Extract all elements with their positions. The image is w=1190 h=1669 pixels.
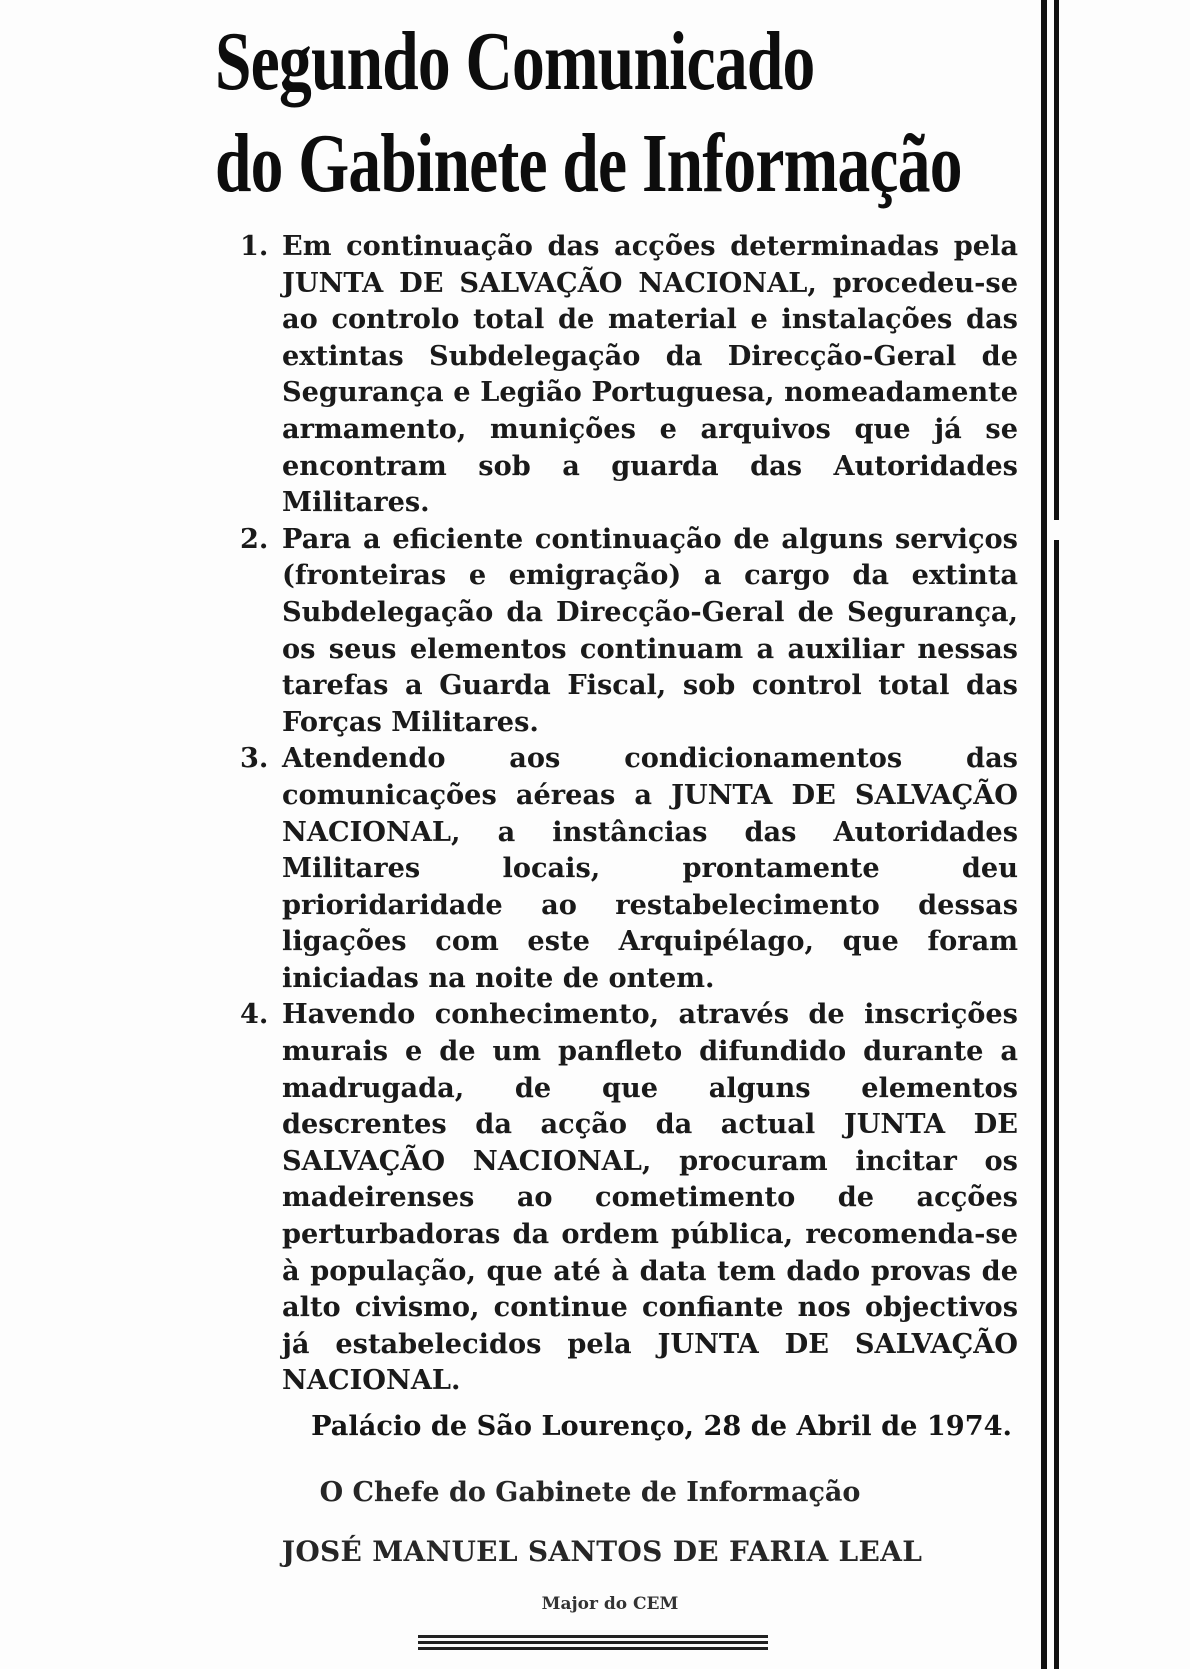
closing-rule-ornament — [418, 1635, 768, 1653]
communique-item-4 — [240, 996, 1018, 1399]
item-text: Atendendo aos condicionamentos das comunicações aéreas a JUNTA DE SALVAÇÃO NACIONAL, a instâncias das Autoridades Militares locais, prontamente deu prioridaridade ao restabelecimento dessas ligações com este Arquipélago, que foram iniciadas na noite de ontem. — [282, 742, 1018, 994]
communique-body — [240, 228, 1018, 1399]
communique-item-2 — [240, 521, 1018, 741]
communique-item-1 — [240, 228, 1018, 521]
signature-rank: Major do CEM — [541, 1594, 679, 1614]
communique-item-3 — [240, 740, 1018, 996]
dateline: Palácio de São Lourenço, 28 de Abril de 1974. — [311, 1410, 1012, 1442]
item-number: 1. — [240, 230, 269, 262]
item-number: 3. — [240, 742, 269, 775]
item-number: 2. — [240, 522, 269, 555]
item-text: Para a eficiente continuação de alguns serviços (fronteiras e emigração) a cargo da extinta Subdelegação da Direcção-Geral de Segurança, os seus elementos continuam a auxiliar nessas tarefas a Guarda Fiscal, sob control total das Forças Militares. — [282, 522, 1018, 738]
signature-name: JOSÉ MANUEL SANTOS DE FARIA LEAL — [281, 1535, 923, 1568]
headline-line-2: do Gabinete de Informação — [215, 117, 962, 210]
headline-line-1: Segundo Comunicado — [215, 15, 815, 108]
item-text: Em continuação das acções determinadas pela JUNTA DE SALVAÇÃO NACIONAL, procedeu-se ao controlo total de material e instalações das extintas Subdelegação da Direcção-Geral de Segurança e Legião Portuguesa, nomeadamente armamento, munições e arquivos que já se encontram sob a guarda das Autoridades Militares. — [282, 230, 1018, 519]
item-text: Havendo conhecimento, através de inscrições murais e de um panfleto difundido durante a madrugada, de que alguns elementos descrentes da acção da actual JUNTA DE SALVAÇÃO NACIONAL, procuram incitar os madeirenses ao cometimento de acções perturbadoras da ordem pública, recomenda-se à população, que até à data tem dado provas de alto civismo, continue confiante nos objectivos já estabelecidos pela JUNTA DE SALVAÇÃO NACIONAL. — [282, 998, 1018, 1397]
column-rule-inner-top — [1054, 0, 1059, 520]
column-rule-outer — [1041, 0, 1047, 1669]
column-rule-inner-bottom — [1054, 540, 1059, 1669]
item-number: 4. — [240, 998, 269, 1031]
signature-role: O Chefe do Gabinete de Informação — [319, 1477, 861, 1508]
